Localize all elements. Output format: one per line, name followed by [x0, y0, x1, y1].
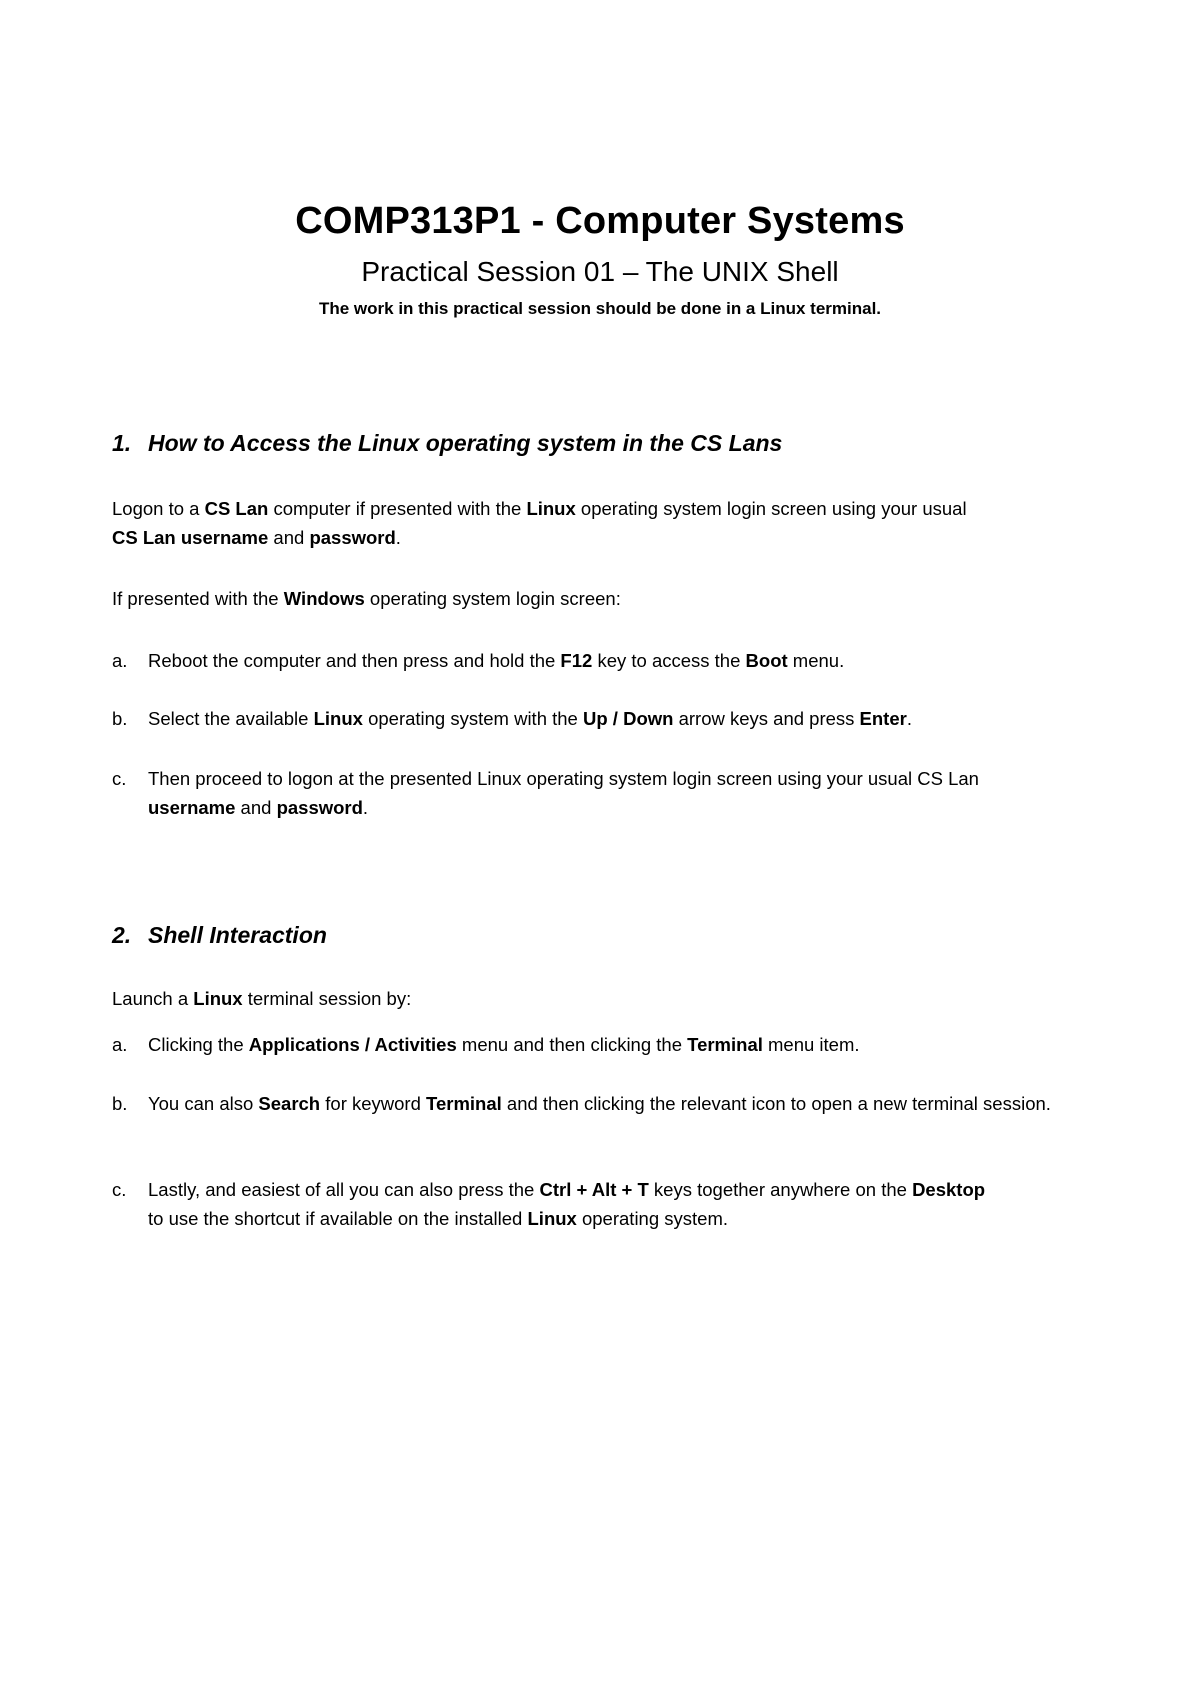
windows-text: operating system login screen: [364, 588, 621, 609]
list-item-text: Clicking the Applications / Activities menu and then clicking the Terminal menu item. [148, 1034, 860, 1055]
intro-bold: Linux [526, 498, 576, 519]
list-marker: b. [112, 708, 128, 729]
list-marker: b. [112, 1093, 128, 1114]
intro-bold: Linux [193, 988, 243, 1009]
intro-text: terminal session by: [242, 988, 412, 1009]
section-2-intro [112, 984, 1102, 1013]
windows-text: If presented with the [112, 588, 284, 609]
intro-text: computer if presented with the [268, 498, 527, 519]
intro-text: and [268, 527, 310, 548]
document-note: The work in this practical session should be done in a Linux terminal. [318, 299, 882, 318]
list-item-text: You can also Search for keyword Terminal and then clicking the relevant icon to open a new terminal session. [148, 1093, 1051, 1114]
intro-text: operating system login screen using your usual [575, 498, 967, 519]
section-1-title: How to Access the Linux operating system in the CS Lans [148, 430, 783, 456]
section-1-intro [112, 494, 1102, 552]
list-marker: c. [112, 768, 127, 789]
list-item-text: Select the available Linux operating system with the Up / Down arrow keys and press Enter. [148, 708, 912, 729]
intro-text: . [395, 527, 401, 548]
intro-bold: password [309, 527, 396, 548]
intro-bold: CS Lan username [112, 527, 269, 548]
section-2-heading [112, 922, 327, 949]
intro-text: Launch a [112, 988, 194, 1009]
list-item-text: Lastly, and easiest of all you can also press the Ctrl + Alt + T keys together anywhere on the Desktop to use the shortcut if available on the installed Linux operating system. [148, 1179, 986, 1229]
section-1-windows-line [112, 584, 1102, 613]
section-2-number: 2. [112, 922, 132, 948]
list-item-text: Reboot the computer and then press and hold the F12 key to access the Boot menu. [148, 650, 845, 671]
document-title: COMP313P1 - Computer Systems [295, 200, 905, 242]
section-1-heading [112, 430, 782, 457]
list-marker: a. [112, 650, 128, 671]
section-2-title: Shell Interaction [148, 922, 327, 948]
list-item-text: Then proceed to logon at the presented Linux operating system login screen using your usual CS Lan username and password. [148, 768, 979, 818]
intro-bold: CS Lan [204, 498, 269, 519]
intro-text: Logon to a [112, 498, 205, 519]
section-1-number: 1. [112, 430, 132, 456]
list-marker: c. [112, 1179, 127, 1200]
list-marker: a. [112, 1034, 128, 1055]
windows-bold: Windows [283, 588, 365, 609]
document-subtitle: Practical Session 01 – The UNIX Shell [361, 256, 839, 287]
